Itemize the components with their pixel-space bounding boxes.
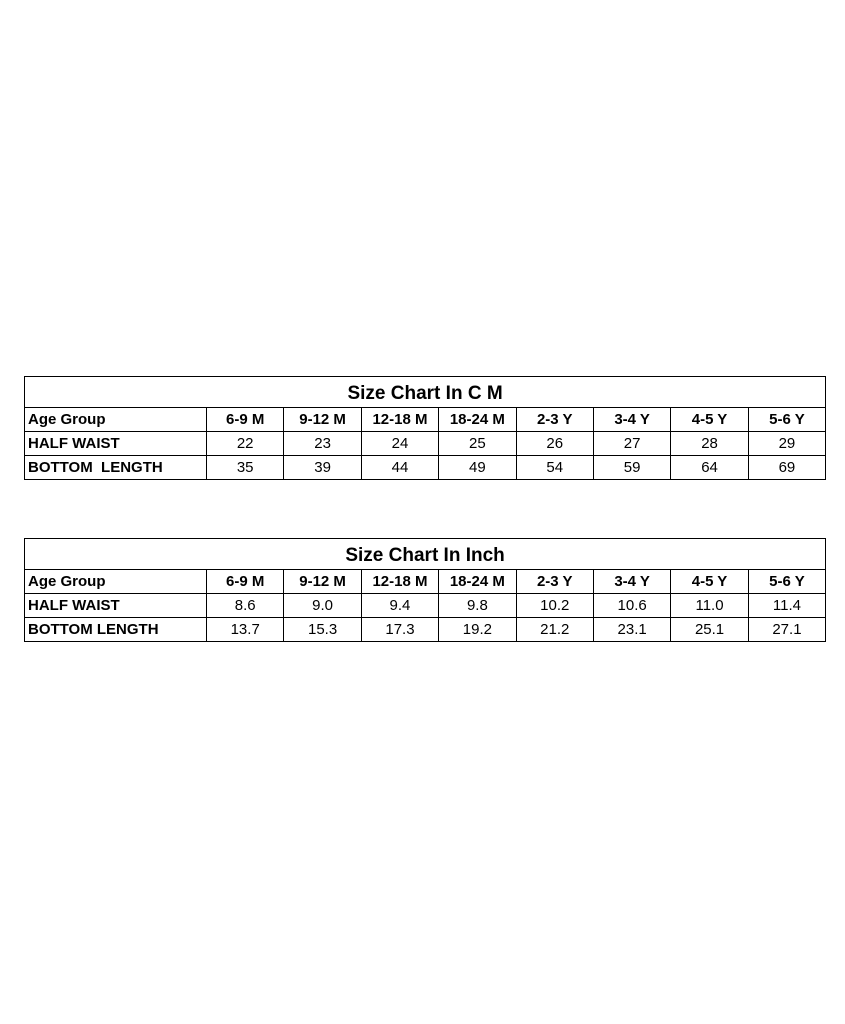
column-header: 3-4 Y <box>593 570 670 594</box>
table-cell: 28 <box>671 432 748 456</box>
table-header-row <box>25 408 826 432</box>
header-label: Age Group <box>25 408 207 432</box>
column-header: 5-6 Y <box>748 408 825 432</box>
table-cell: 54 <box>516 456 593 480</box>
column-header: 18-24 M <box>439 570 516 594</box>
table-cell: 9.0 <box>284 594 361 618</box>
table-cell: 10.2 <box>516 594 593 618</box>
table-header-row <box>25 570 826 594</box>
table-cell: 23 <box>284 432 361 456</box>
table-row <box>25 594 826 618</box>
table-cell: 10.6 <box>593 594 670 618</box>
table-cell: 23.1 <box>593 618 670 642</box>
table-cell: 64 <box>671 456 748 480</box>
column-header: 2-3 Y <box>516 570 593 594</box>
column-header: 5-6 Y <box>748 570 825 594</box>
table-cell: 8.6 <box>207 594 284 618</box>
table-cell: 17.3 <box>361 618 438 642</box>
table-cell: 13.7 <box>207 618 284 642</box>
table-cell: 39 <box>284 456 361 480</box>
table-cell: 26 <box>516 432 593 456</box>
column-header: 9-12 M <box>284 408 361 432</box>
column-header: 12-18 M <box>361 570 438 594</box>
table-cell: 25.1 <box>671 618 748 642</box>
row-label: BOTTOM LENGTH <box>25 618 207 642</box>
column-header: 4-5 Y <box>671 408 748 432</box>
table-cell: 11.0 <box>671 594 748 618</box>
table-cell: 27 <box>593 432 670 456</box>
table-row <box>25 456 826 480</box>
size-chart-inch-table <box>24 538 826 642</box>
table-cell: 49 <box>439 456 516 480</box>
table-cell: 69 <box>748 456 825 480</box>
size-chart-cm-table <box>24 376 826 480</box>
column-header: 12-18 M <box>361 408 438 432</box>
table-title: Size Chart In Inch <box>25 539 826 570</box>
table-cell: 9.4 <box>361 594 438 618</box>
row-label: HALF WAIST <box>25 594 207 618</box>
table-title-row <box>25 377 826 408</box>
table-cell: 19.2 <box>439 618 516 642</box>
table-cell: 22 <box>207 432 284 456</box>
table-cell: 24 <box>361 432 438 456</box>
table-cell: 29 <box>748 432 825 456</box>
table-row <box>25 432 826 456</box>
table-cell: 27.1 <box>748 618 825 642</box>
table-title: Size Chart In C M <box>25 377 826 408</box>
table-cell: 15.3 <box>284 618 361 642</box>
table-cell: 9.8 <box>439 594 516 618</box>
column-header: 6-9 M <box>207 570 284 594</box>
column-header: 2-3 Y <box>516 408 593 432</box>
column-header: 9-12 M <box>284 570 361 594</box>
column-header: 4-5 Y <box>671 570 748 594</box>
row-label: BOTTOM LENGTH <box>25 456 207 480</box>
column-header: 6-9 M <box>207 408 284 432</box>
table-title-row <box>25 539 826 570</box>
table-cell: 11.4 <box>748 594 825 618</box>
table-cell: 21.2 <box>516 618 593 642</box>
row-label: HALF WAIST <box>25 432 207 456</box>
column-header: 18-24 M <box>439 408 516 432</box>
table-cell: 44 <box>361 456 438 480</box>
table-cell: 59 <box>593 456 670 480</box>
table-cell: 25 <box>439 432 516 456</box>
table-cell: 35 <box>207 456 284 480</box>
header-label: Age Group <box>25 570 207 594</box>
table-row <box>25 618 826 642</box>
column-header: 3-4 Y <box>593 408 670 432</box>
